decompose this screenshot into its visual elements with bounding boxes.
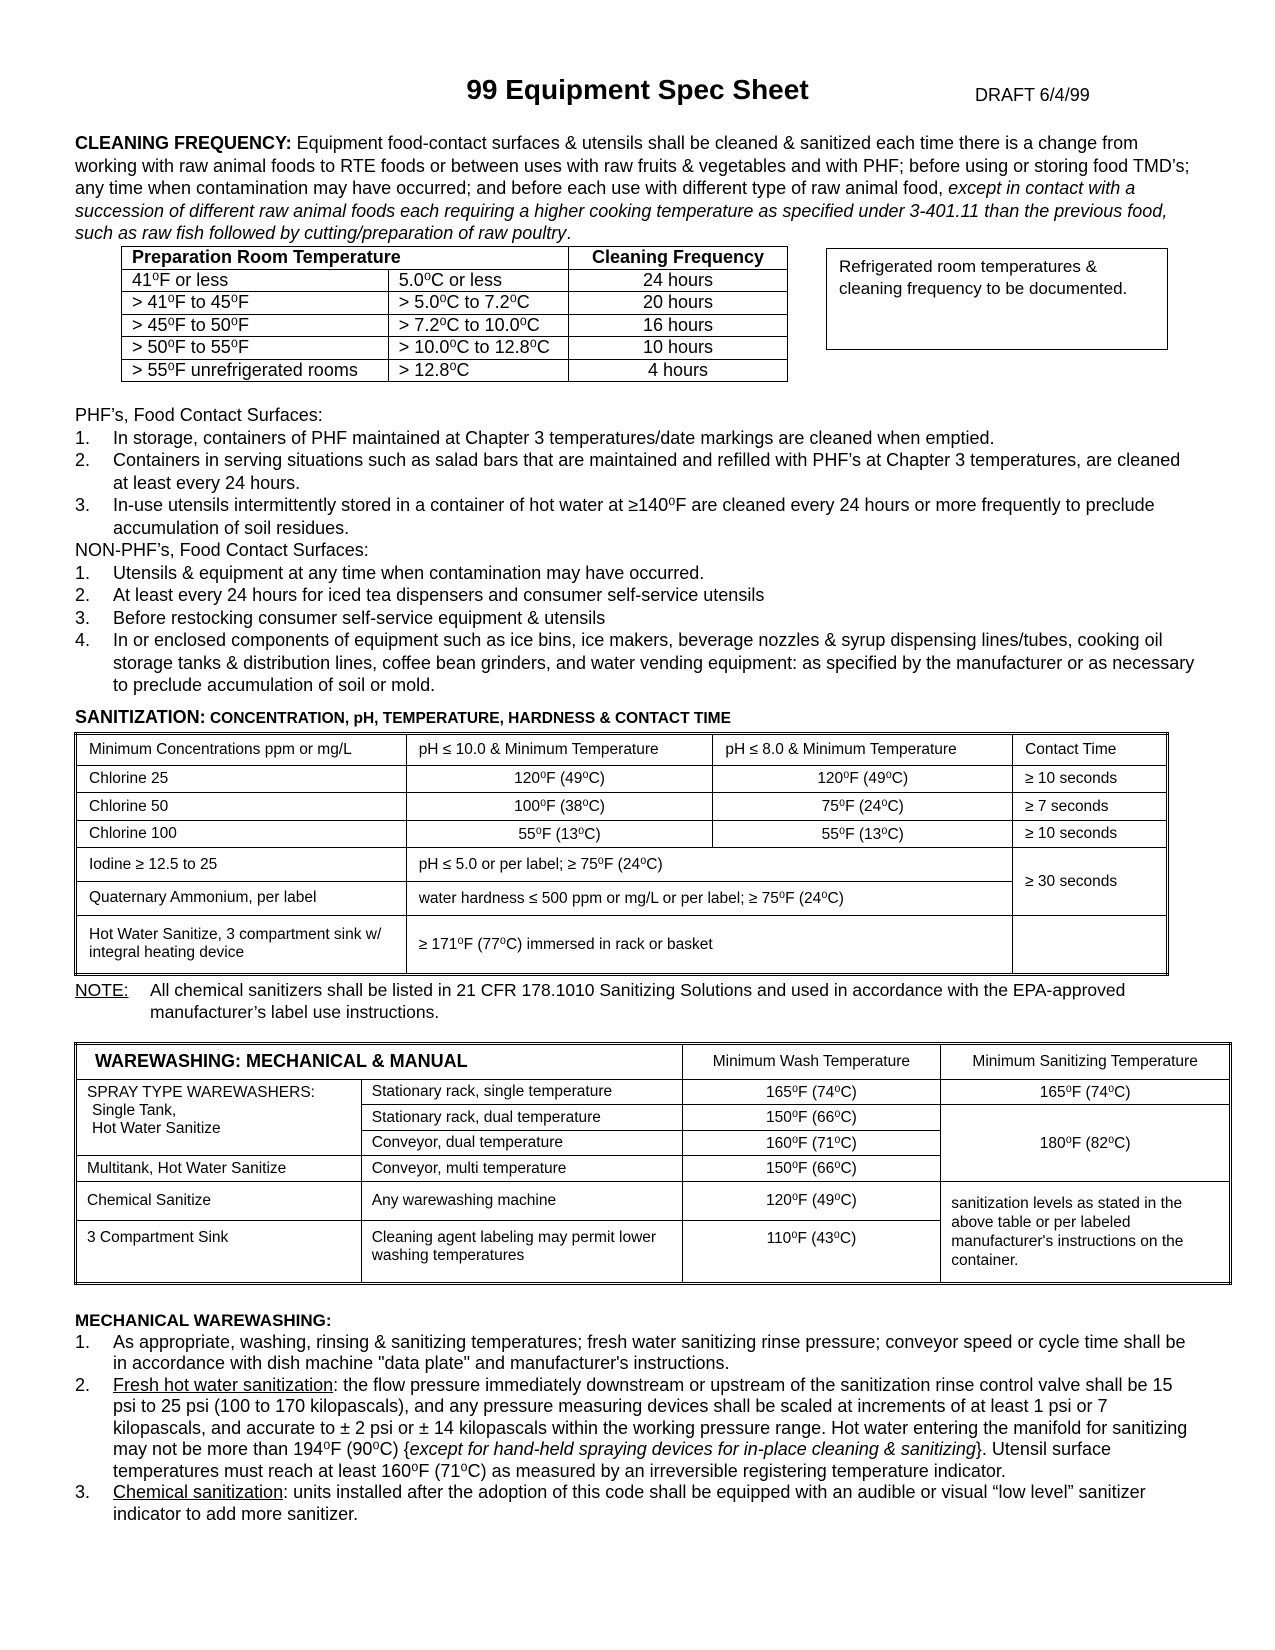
- frequency-cell: 20 hours: [569, 292, 788, 315]
- list-item: 2. Fresh hot water sanitization: the flow pressure immediately downstream or upstream of the sanitization rinse control valve shall be 15 psi to 25 psi (100 to 170 kilopascals), and any pressure measuring devices shall be scaled at increments of at least 1 psi or 7 kilopascals, and accurate to ± 2 psi or ± 14 kilopascals within the working pressure range. Hot water entering the manifold for sanitizing may not be more than 194⁰F (90⁰C) {except for hand-held spraying devices for in-place cleaning & sanitizing}. Utensil surface temperatures must reach at least 160⁰F (71⁰C) as measured by an irreversible registering temperature indicator.: [75, 1374, 1188, 1481]
- table-row: [122, 337, 788, 360]
- table-row: [122, 292, 788, 315]
- frequency-cell: 10 hours: [569, 337, 788, 360]
- temp-f-cell: > 50⁰F to 55⁰F: [122, 337, 389, 360]
- mechanical-list: [75, 1332, 1200, 1526]
- sink-label: 3 Compartment Sink: [76, 1220, 362, 1283]
- table-row: [76, 848, 1168, 882]
- sanitization-label: SANITIZATION:: [75, 707, 206, 727]
- frequency-cell: 4 hours: [569, 359, 788, 382]
- temp-c-cell: > 5.0⁰C to 7.2⁰C: [388, 292, 568, 315]
- page-title: 99 Equipment Spec Sheet: [466, 74, 809, 105]
- wash-temp: 160⁰F (71⁰C): [682, 1130, 941, 1156]
- nonphf-heading: NON-PHF’s, Food Contact Surfaces:: [75, 540, 369, 560]
- warewashing-title: WAREWASHING: MECHANICAL & MANUAL: [76, 1044, 683, 1080]
- spray-type-line: Hot Water Sanitize: [92, 1119, 221, 1137]
- sanitizer-name: Iodine ≥ 12.5 to 25: [76, 848, 407, 882]
- table-row: [76, 882, 1168, 916]
- table-header-row: [122, 247, 788, 270]
- note-label: NOTE:: [75, 980, 129, 1000]
- table-row: [122, 314, 788, 337]
- phf-list: [75, 427, 1200, 540]
- table-row: [122, 269, 788, 292]
- list-item: 1. As appropriate, washing, rinsing & sanitizing temperatures; fresh water sanitizing rinse pressure; conveyor speed or cycle time shall be in accordance with dish machine "data plate" and manufacturer's instructions.: [75, 1331, 1186, 1373]
- table-row: [76, 1079, 1231, 1105]
- chemical-sanitize-label: Chemical Sanitize: [76, 1181, 362, 1220]
- temp-ph10: 55⁰F (13⁰C): [406, 820, 713, 848]
- refrigerated-room-note: Refrigerated room temperatures & cleaning frequency to be documented.: [826, 248, 1168, 350]
- temp-ph8: 55⁰F (13⁰C): [713, 820, 1013, 848]
- frequency-cell: 24 hours: [569, 269, 788, 292]
- empty-cell: [1013, 915, 1168, 974]
- table-header-row: [76, 1044, 1231, 1080]
- contact-time: ≥ 10 seconds: [1013, 820, 1168, 848]
- nonphf-list: [75, 562, 1200, 697]
- preparation-room-temperature-table: [121, 246, 788, 382]
- list-item-text: : the flow pressure immediately downstream or upstream of the sanitization rinse control valve shall be 15 psi to 25 psi (100 to 170 kilopascals), and any pressure measuring devices shall be scaled at increments of at least 1 psi or 7 kilopascals, and accurate to ± 2 psi or ± 14 kilopascals within the working pressure range. Hot water entering the manifold for sanitizing may not be more than 194⁰F (90⁰C) {: [113, 1374, 1188, 1459]
- temp-ph10: 100⁰F (38⁰C): [406, 793, 713, 821]
- column-header: pH ≤ 8.0 & Minimum Temperature: [713, 734, 1013, 766]
- list-item-text: As appropriate, washing, rinsing & sanitizing temperatures; fresh water sanitizing rinse pressure; conveyor speed or cycle time shall be in accordance with dish machine "data plate" and manufacturer's instructions.: [113, 1331, 1186, 1373]
- temp-ph10: 120⁰F (49⁰C): [406, 765, 713, 793]
- note-paragraph: [75, 980, 1200, 1023]
- list-item: 4. In or enclosed components of equipment such as ice bins, ice makers, beverage nozzles & syrup dispensing lines/tubes, cooking oil storage tanks & distribution lines, coffee bean grinders, and water vending equipment: as specified by the manufacturer or as necessary to preclude accumulation of soil or mold.: [75, 630, 1195, 695]
- wash-temp: 150⁰F (66⁰C): [682, 1105, 941, 1131]
- sanitizer-name: Quaternary Ammonium, per label: [76, 882, 407, 916]
- temp-c-cell: > 10.0⁰C to 12.8⁰C: [388, 337, 568, 360]
- warewashing-table: [74, 1042, 1232, 1285]
- machine-type: Conveyor, multi temperature: [361, 1156, 682, 1182]
- temp-c-cell: > 7.2⁰C to 10.0⁰C: [388, 314, 568, 337]
- sanitizer-name: Chlorine 100: [76, 820, 407, 848]
- machine-type: Any warewashing machine: [361, 1181, 682, 1220]
- column-header: Contact Time: [1013, 734, 1168, 766]
- sanitizer-requirement: water hardness ≤ 500 ppm or mg/L or per label; ≥ 75⁰F (24⁰C): [406, 882, 1012, 916]
- contact-time: ≥ 10 seconds: [1013, 765, 1168, 793]
- temp-f-cell: > 41⁰F to 45⁰F: [122, 292, 389, 315]
- cleaning-frequency-label: CLEANING FREQUENCY:: [75, 133, 292, 153]
- frequency-cell: 16 hours: [569, 314, 788, 337]
- list-item: 1. In storage, containers of PHF maintained at Chapter 3 temperatures/date markings are cleaned when emptied.: [75, 427, 995, 448]
- sanitize-levels-text: sanitization levels as stated in the above table or per labeled manufacturer's instructions on the container.: [941, 1181, 1231, 1283]
- list-item-label: Chemical sanitization: [113, 1482, 284, 1502]
- sanitize-temp: 180⁰F (82⁰C): [941, 1105, 1231, 1182]
- table-header-row: [76, 734, 1168, 766]
- list-item: 3. Before restocking consumer self-service equipment & utensils: [75, 607, 606, 628]
- temp-c-cell: 5.0⁰C or less: [388, 269, 568, 292]
- phf-heading: PHF’s, Food Contact Surfaces:: [75, 405, 323, 425]
- spray-type-line: SPRAY TYPE WAREWASHERS:: [87, 1083, 315, 1101]
- temp-f-cell: > 45⁰F to 50⁰F: [122, 314, 389, 337]
- contact-time: ≥ 30 seconds: [1013, 848, 1168, 915]
- list-item-text: }. Utensil surface temperatures must reach at least 160⁰F (71⁰C) as measured by an irreversible registering temperature indicator.: [113, 1439, 1111, 1481]
- cleaning-frequency-paragraph: [75, 132, 1200, 245]
- wash-temp: 165⁰F (74⁰C): [682, 1079, 941, 1105]
- column-header: Minimum Wash Temperature: [682, 1044, 941, 1080]
- sanitizer-requirement: pH ≤ 5.0 or per label; ≥ 75⁰F (24⁰C): [406, 848, 1012, 882]
- column-header: pH ≤ 10.0 & Minimum Temperature: [406, 734, 713, 766]
- sanitizer-name: Chlorine 50: [76, 793, 407, 821]
- wash-temp: 120⁰F (49⁰C): [682, 1181, 941, 1220]
- sanitizer-name: Chlorine 25: [76, 765, 407, 793]
- list-item: 3. In-use utensils intermittently stored in a container of hot water at ≥140⁰F are cleaned every 24 hours or more frequently to preclude accumulation of soil residues.: [75, 495, 1155, 538]
- contact-time: ≥ 7 seconds: [1013, 793, 1168, 821]
- temp-ph8: 75⁰F (24⁰C): [713, 793, 1013, 821]
- list-item-text: In-use utensils intermittently stored in a container of hot water at ≥140⁰F are cleaned every 24 hours or more frequently to preclude accumulation of soil residues.: [113, 495, 1155, 538]
- list-item-text: At least every 24 hours for iced tea dispensers and consumer self-service utensils: [113, 585, 765, 605]
- list-item: 3. Chemical sanitization: units installed after the adoption of this code shall be equipped with an audible or visual “low level” sanitizer indicator to add more sanitizer.: [75, 1482, 1146, 1524]
- sanitize-temp: 165⁰F (74⁰C): [941, 1079, 1231, 1105]
- table-row: [76, 793, 1168, 821]
- column-header: Minimum Concentrations ppm or mg/L: [76, 734, 407, 766]
- temp-ph8: 120⁰F (49⁰C): [713, 765, 1013, 793]
- list-item-text: : units installed after the adoption of this code shall be equipped with an audible or visual “low level” sanitizer indicator to add more sanitizer.: [113, 1482, 1146, 1524]
- sanitization-subtitle: CONCENTRATION, pH, TEMPERATURE, HARDNESS & CONTACT TIME: [205, 710, 731, 727]
- food-contact-lists: [75, 404, 1200, 697]
- list-item-text: In storage, containers of PHF maintained at Chapter 3 temperatures/date markings are cleaned when emptied.: [113, 427, 995, 448]
- column-header: Preparation Room Temperature: [122, 247, 569, 270]
- mechanical-heading: MECHANICAL WAREWASHING:: [75, 1311, 332, 1330]
- sanitizer-requirement: ≥ 171⁰F (77⁰C) immersed in rack or basket: [406, 915, 1012, 974]
- machine-type: Stationary rack, single temperature: [361, 1079, 682, 1105]
- mechanical-warewashing-section: [75, 1310, 1200, 1525]
- temp-c-cell: > 12.8⁰C: [388, 359, 568, 382]
- table-row: [76, 820, 1168, 848]
- list-item-text: Containers in serving situations such as salad bars that are maintained and refilled with PHF’s at Chapter 3 temperatures, are cleaned at least every 24 hours.: [113, 450, 1181, 493]
- table-row: [122, 359, 788, 382]
- list-item-text: Utensils & equipment at any time when contamination may have occurred.: [113, 562, 705, 583]
- temp-f-cell: > 55⁰F unrefrigerated rooms: [122, 359, 389, 382]
- wash-temp: 110⁰F (43⁰C): [682, 1220, 941, 1283]
- list-item-text: Before restocking consumer self-service equipment & utensils: [113, 607, 606, 628]
- machine-type: Stationary rack, dual temperature: [361, 1105, 682, 1131]
- sanitization-table: [74, 732, 1169, 976]
- spray-type-label: [76, 1079, 362, 1156]
- list-item-italic: except for hand-held spraying devices for in-place cleaning & sanitizing: [409, 1439, 976, 1459]
- temp-f-cell: 41⁰F or less: [122, 269, 389, 292]
- machine-type: Cleaning agent labeling may permit lower washing temperatures: [361, 1220, 682, 1283]
- cleaning-frequency-end: .: [566, 223, 572, 243]
- list-item: 2. At least every 24 hours for iced tea dispensers and consumer self-service utensils: [75, 585, 765, 605]
- sanitization-heading: [75, 706, 1200, 731]
- list-item-text: In or enclosed components of equipment such as ice bins, ice makers, beverage nozzles & syrup dispensing lines/tubes, cooking oil storage tanks & distribution lines, coffee bean grinders, and water vending equipment: as specified by the manufacturer or as necessary to preclude accumulation of soil or mold.: [113, 630, 1195, 695]
- list-item: 2. Containers in serving situations such as salad bars that are maintained and refilled with PHF’s at Chapter 3 temperatures, are cleaned at least every 24 hours.: [75, 450, 1181, 493]
- sanitizer-name: Hot Water Sanitize, 3 compartment sink w/ integral heating device: [76, 915, 407, 974]
- machine-type: Conveyor, dual temperature: [361, 1130, 682, 1156]
- list-item: 1. Utensils & equipment at any time when contamination may have occurred.: [75, 562, 705, 583]
- column-header: Cleaning Frequency: [569, 247, 788, 270]
- table-row: [76, 1181, 1231, 1220]
- multitank-label: Multitank, Hot Water Sanitize: [76, 1156, 362, 1182]
- table-row: [76, 915, 1168, 974]
- spray-type-line: Single Tank,: [92, 1101, 177, 1119]
- draft-date: DRAFT 6/4/99: [975, 85, 1090, 105]
- cleaning-frequency-exception: except in contact with a succession of different raw animal foods each requiring a higher cooking temperature as specified under 3-401.11 than the previous food, such as raw fish followed by cutting/preparation of raw poultry: [75, 178, 1168, 243]
- note-text: All chemical sanitizers shall be listed in 21 CFR 178.1010 Sanitizing Solutions and used in accordance with the EPA-approved manufacturer’s label use instructions.: [150, 980, 1126, 1022]
- column-header: Minimum Sanitizing Temperature: [941, 1044, 1231, 1080]
- table-row: [76, 765, 1168, 793]
- wash-temp: 150⁰F (66⁰C): [682, 1156, 941, 1182]
- list-item-label: Fresh hot water sanitization: [113, 1374, 334, 1395]
- cleaning-frequency-text: Equipment food-contact surfaces & utensils shall be cleaned & sanitized each time there is a change from working with raw animal foods to RTE foods or between uses with raw fruits & vegetables and with PHF; before using or storing food TMD’s; any time when contamination may have occurred; and before each use with different type of raw animal food,: [75, 133, 1190, 198]
